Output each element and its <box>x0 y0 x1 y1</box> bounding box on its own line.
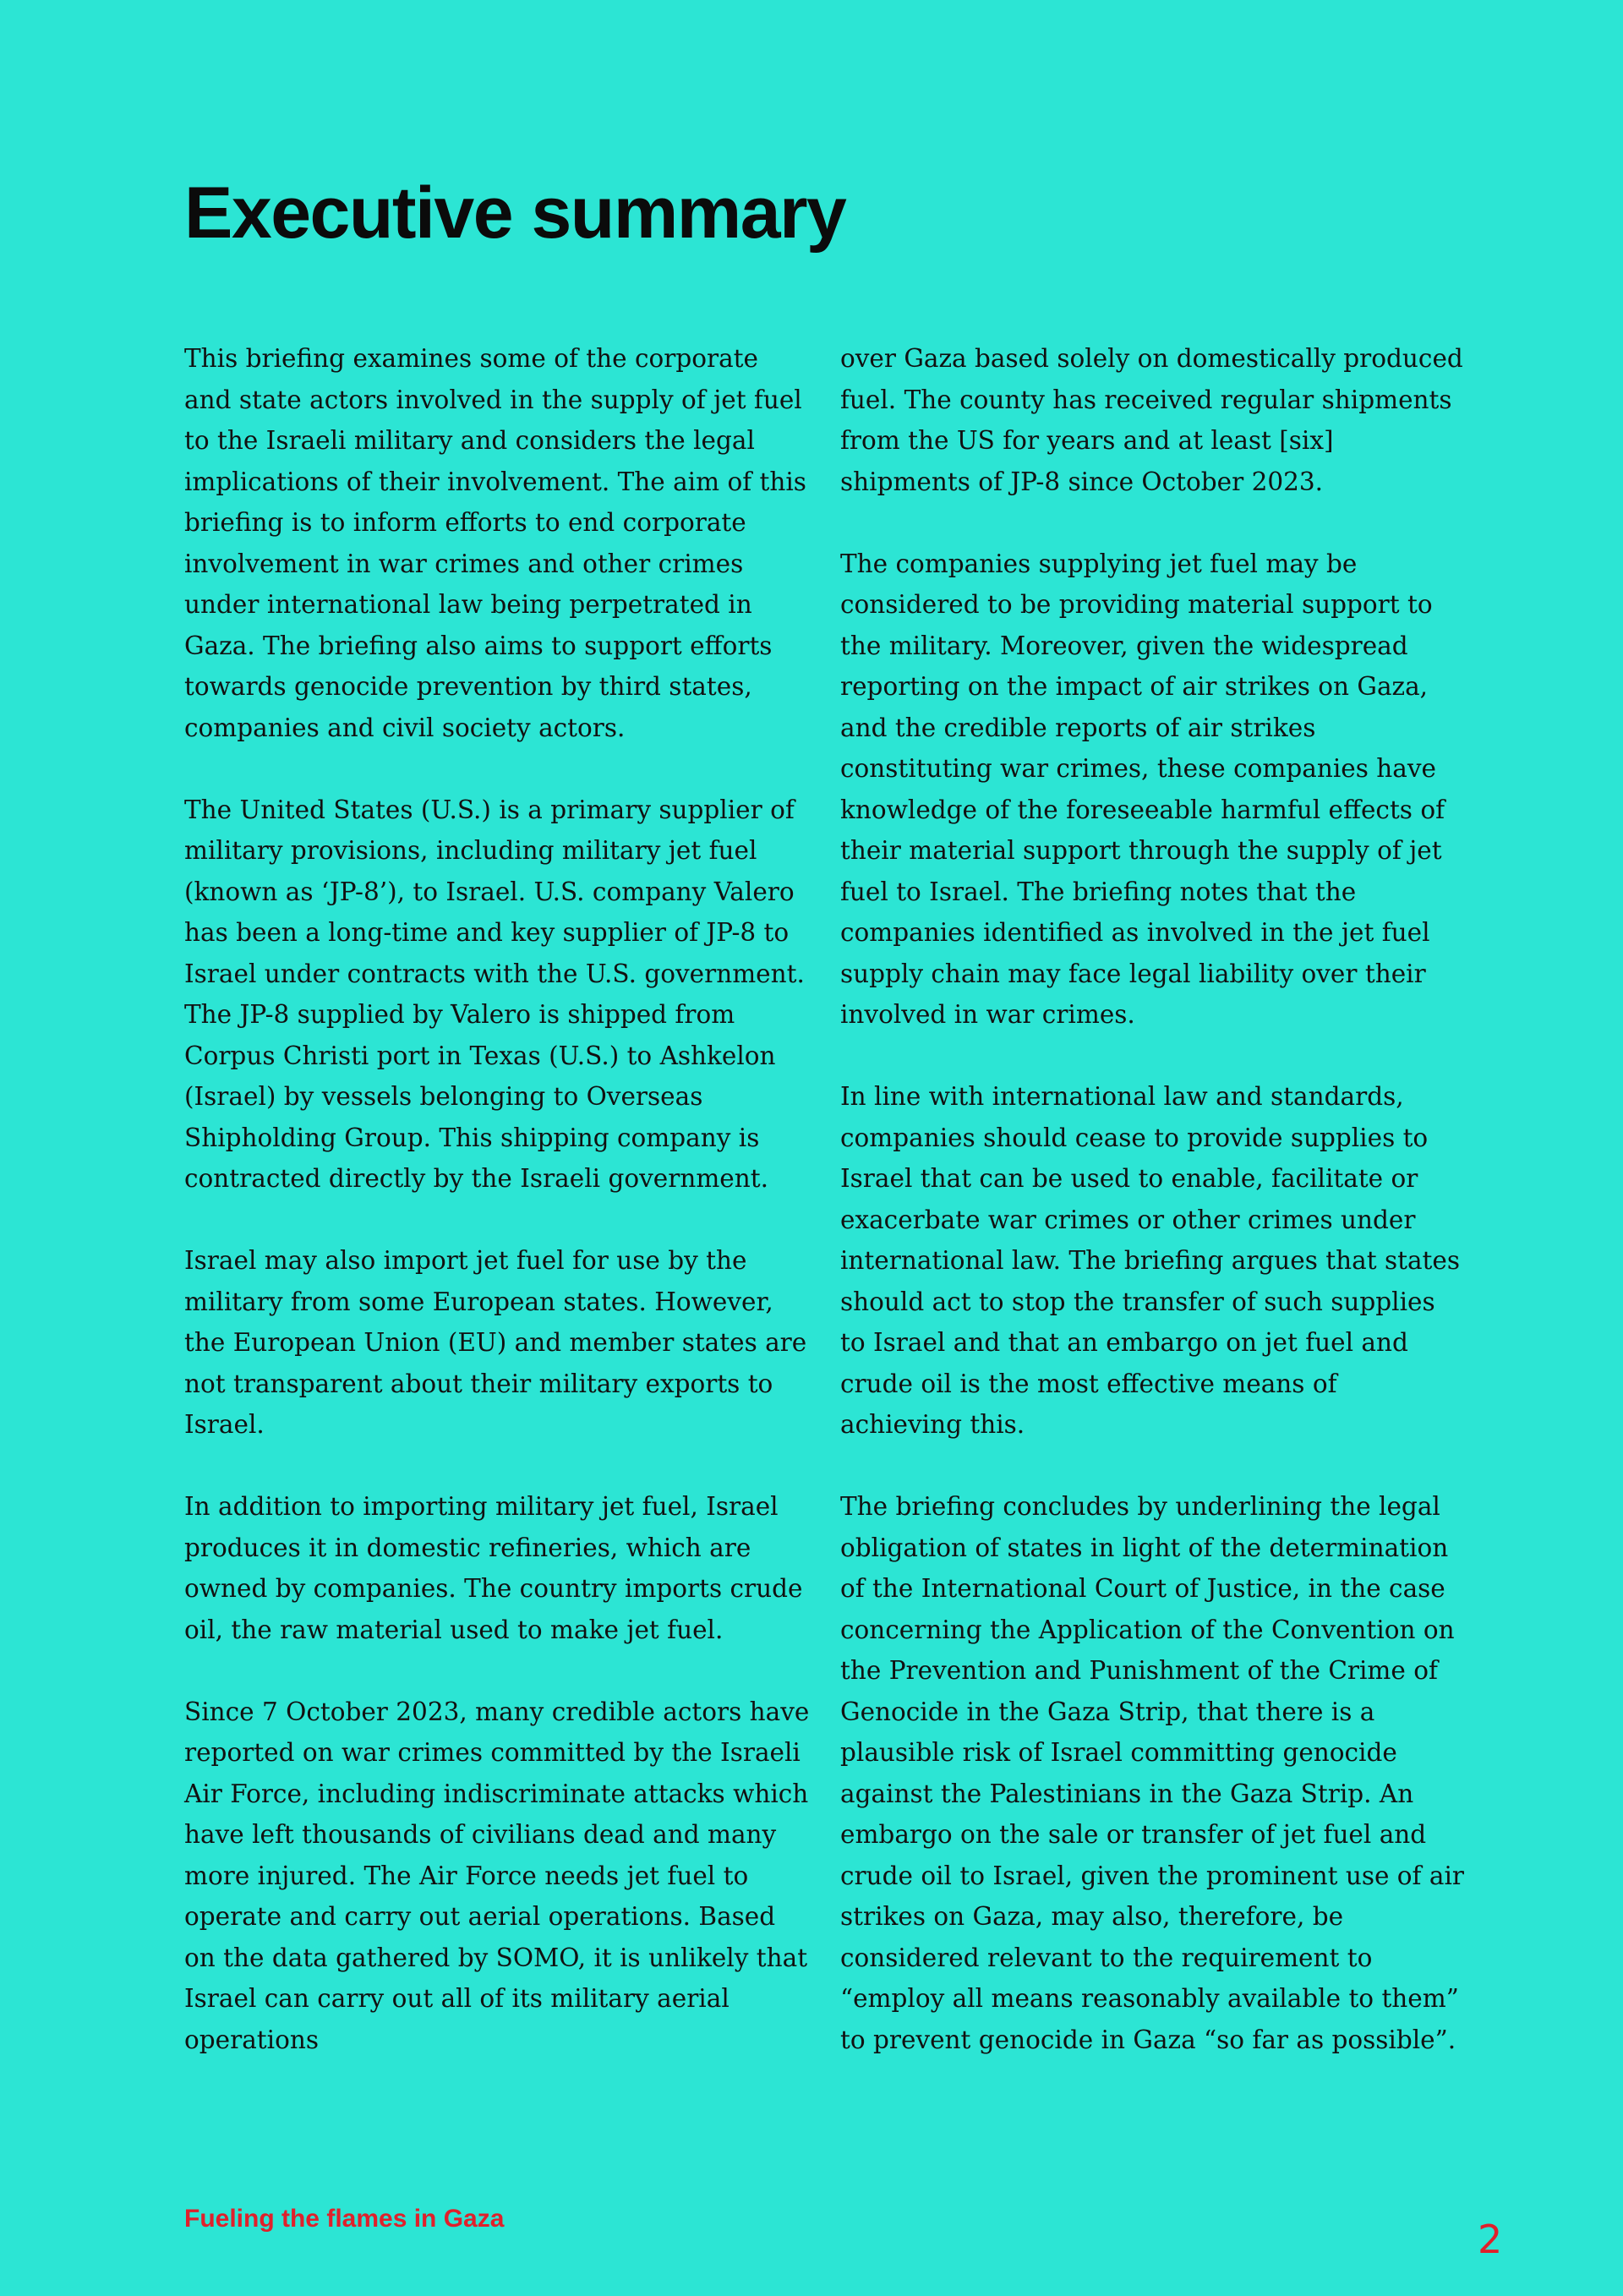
paragraph-us-supply: The United States (U.S.) is a primary supplier of military provisions, including military jet fuel (known as ‘JP-8’), to Israel. U.S. company Valero has been a long-time and key supplier of JP-8 to Israel under contracts with the U.S. government. The JP-8 supplied by Valero is shipped from Corpus Christi port in Texas (U.S.) to Ashkelon (Israel) by vessels belonging to Overseas Shipholding Group. This shipping company is contracted directly by the Israeli government. <box>184 795 805 1193</box>
page-number: 2 <box>1478 2217 1503 2262</box>
page-title: Executive summary <box>184 172 846 254</box>
footer-publication-title: Fueling the flames in Gaza <box>184 2205 505 2233</box>
paragraph-intro: This briefing examines some of the corporate and state actors involved in the supply of jet fuel to the Israeli military and considers the legal implications of their involvement. The aim of this briefing is to inform efforts to end corporate involvement in war crimes and other crimes under international law being perpetrated in Gaza. The briefing also aims to support efforts towards genocide prevention by third states, companies and civil society actors. <box>184 344 806 742</box>
paragraph-material-support: The companies supplying jet fuel may be considered to be providing material support to the military. Moreover, given the widespread reporting on the impact of air strikes on Gaza, and the credible reports of air strikes constituting war crimes, these companies have knowledge of the foreseeable harmful effects of their material support through the supply of jet fuel to Israel. The briefing notes that the companies identified as involved in the jet fuel supply chain may face legal liability over their involved in war crimes. <box>840 549 1445 1029</box>
paragraph-war-crimes: Since 7 October 2023, many credible actors have reported on war crimes committed by the Israeli Air Force, including indiscriminate attacks which have left thousands of civilians dead and many more injured. The Air Force needs jet fuel to operate and carry out aerial operations. Based on the data gathered by SOMO, it is unlikely that Israel can carry out all of its military aerial operations <box>184 1697 810 2054</box>
paragraph-international-law: In line with international law and standards, companies should cease to provide supplies to Israel that can be used to enable, facilitate or exacerbate war crimes or other crimes under international law. The briefing argues that states should act to stop the transfer of such supplies to Israel and that an embargo on jet fuel and crude oil is the most effective means of achieving this. <box>840 1082 1460 1439</box>
right-column <box>840 338 1466 2102</box>
paragraph-conclusion: The briefing concludes by underlining the legal obligation of states in light of the determination of the International Court of Justice, in the case concerning the Application of the Convention on the Prevention and Punishment of the Crime of Genocide in the Gaza Strip, that there is a plausible risk of Israel committing genocide against the Palestinians in the Gaza Strip. An embargo on the sale or transfer of jet fuel and crude oil to Israel, given the prominent use of air strikes on Gaza, may also, therefore, be considered relevant to the requirement to “employ all means reasonably available to them” to prevent genocide in Gaza “so far as possible”. <box>840 1492 1464 2054</box>
paragraph-domestic-refineries: In addition to importing military jet fuel, Israel produces it in domestic refineries, which are owned by companies. The country imports crude oil, the raw material used to make jet fuel. <box>184 1492 803 1644</box>
paragraph-shipments: over Gaza based solely on domestically produced fuel. The county has received regular shipments from the US for years and at least [six] shipments of JP-8 since October 2023. <box>840 344 1463 496</box>
paragraph-european-imports: Israel may also import jet fuel for use by the military from some European states. However, the European Union (EU) and member states are not transparent about their military exports to Israel. <box>184 1246 807 1439</box>
left-column <box>184 338 810 2102</box>
